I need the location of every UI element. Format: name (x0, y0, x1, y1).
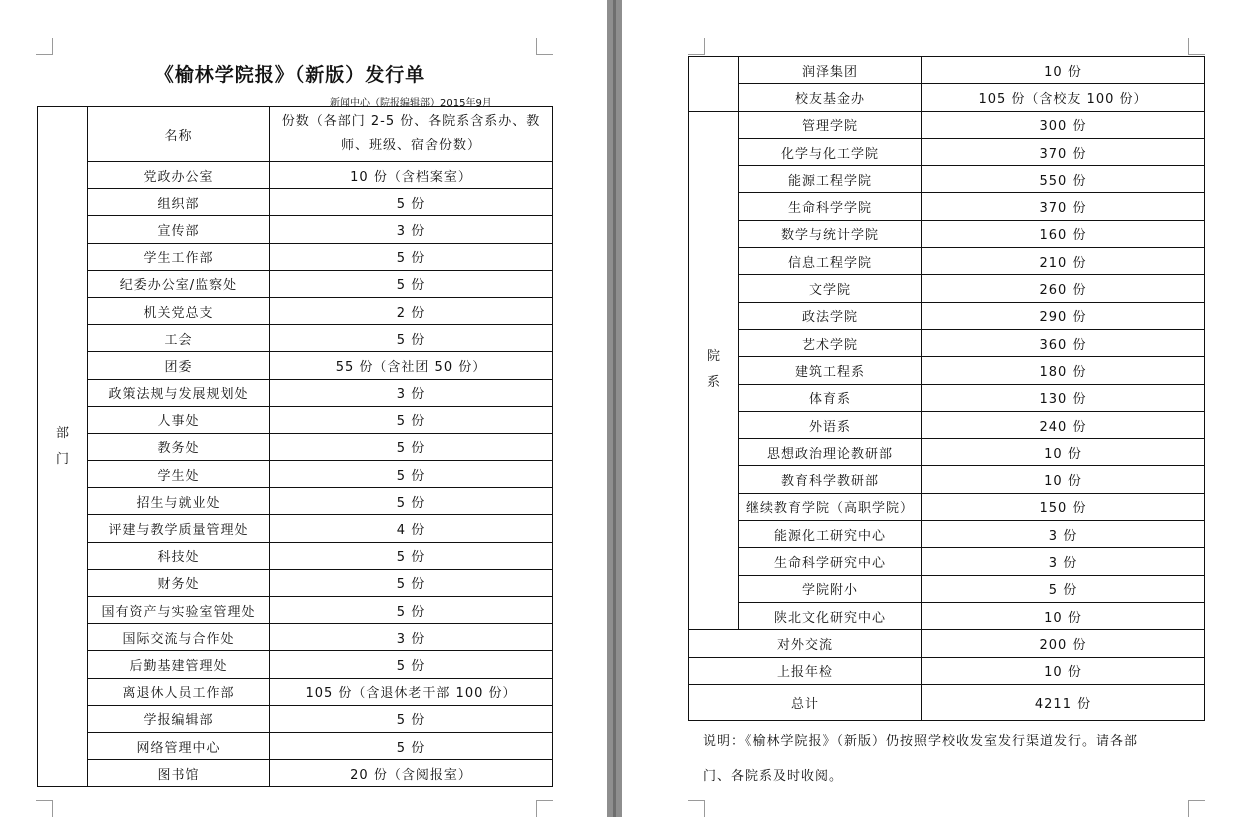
table-row (38, 705, 553, 732)
row-copies: 5 份 (270, 433, 553, 460)
row-copies: 5 份 (270, 488, 553, 515)
row-copies: 5 份 (270, 597, 553, 624)
crop-mark-bottom-left (36, 800, 53, 817)
row-copies: 370 份 (922, 138, 1205, 165)
row-name: 校友基金办 (739, 84, 922, 111)
group-label-text: 院系 (707, 349, 722, 391)
crop-mark-top-left (688, 38, 705, 55)
table-row (689, 602, 1205, 629)
row-name: 宣传部 (88, 216, 270, 243)
table-row (38, 433, 553, 460)
crop-mark-top-left (36, 38, 53, 55)
row-copies: 5 份 (270, 406, 553, 433)
crop-mark-bottom-right (536, 800, 553, 817)
row-copies: 5 份 (270, 569, 553, 596)
table-row (689, 193, 1205, 220)
row-copies: 10 份（含档案室） (270, 162, 553, 189)
row-name: 团委 (88, 352, 270, 379)
table-row (689, 57, 1205, 84)
row-name: 化学与化工学院 (739, 138, 922, 165)
row-copies: 5 份 (270, 243, 553, 270)
table-row (689, 493, 1205, 520)
row-name: 学报编辑部 (88, 705, 270, 732)
table-row (38, 651, 553, 678)
row-name: 能源工程学院 (739, 166, 922, 193)
row-name: 组织部 (88, 189, 270, 216)
row-name: 学生处 (88, 461, 270, 488)
row-name: 教育科学教研部 (739, 466, 922, 493)
table-row (38, 760, 553, 787)
table-row (689, 575, 1205, 602)
row-name: 招生与就业处 (88, 488, 270, 515)
row-copies: 5 份 (922, 575, 1205, 602)
column-header-copies-line2: 师、班级、宿舍份数） (340, 138, 481, 153)
row-copies: 290 份 (922, 302, 1205, 329)
row-copies: 105 份（含退休老干部 100 份） (270, 678, 553, 705)
row-copies: 5 份 (270, 270, 553, 297)
table-row (38, 624, 553, 651)
table-row (689, 275, 1205, 302)
note-line-2: 门、各院系及时收阅。 (703, 769, 844, 784)
table-row (38, 162, 553, 189)
row-copies: 5 份 (270, 732, 553, 759)
row-name: 能源化工研究中心 (739, 521, 922, 548)
row-name: 国际交流与合作处 (88, 624, 270, 651)
row-copies: 210 份 (922, 248, 1205, 275)
crop-mark-bottom-left (688, 800, 705, 817)
row-copies: 20 份（含阅报室） (270, 760, 553, 787)
table-row (689, 411, 1205, 438)
row-copies: 4 份 (270, 515, 553, 542)
row-name: 对外交流 (689, 630, 922, 657)
table-row (38, 678, 553, 705)
row-copies: 10 份 (922, 466, 1205, 493)
summary-row (689, 630, 1205, 657)
row-name: 生命科学研究中心 (739, 548, 922, 575)
table-row (38, 732, 553, 759)
row-name: 政策法规与发展规划处 (88, 379, 270, 406)
table-row (38, 597, 553, 624)
column-header-copies (270, 107, 553, 162)
row-copies: 260 份 (922, 275, 1205, 302)
row-copies: 10 份 (922, 57, 1205, 84)
table-row (38, 243, 553, 270)
row-copies: 240 份 (922, 411, 1205, 438)
table-row (689, 302, 1205, 329)
table-row (689, 548, 1205, 575)
row-copies: 105 份（含校友 100 份） (922, 84, 1205, 111)
row-name: 思想政治理论教研部 (739, 439, 922, 466)
row-name: 外语系 (739, 411, 922, 438)
table-row (38, 406, 553, 433)
row-name: 评建与教学质量管理处 (88, 515, 270, 542)
table-row (689, 138, 1205, 165)
row-copies: 5 份 (270, 189, 553, 216)
row-copies: 5 份 (270, 705, 553, 732)
distribution-table-right (688, 56, 1205, 721)
row-name: 文学院 (739, 275, 922, 302)
note-line-1: 说明：《榆林学院报》（新版）仍按照学校收发室发行渠道发行。请各部 (703, 734, 1139, 749)
total-row (689, 684, 1205, 720)
table-row (689, 357, 1205, 384)
row-name: 总计 (689, 684, 922, 720)
table-row (38, 297, 553, 324)
row-name: 图书馆 (88, 760, 270, 787)
table-row (689, 439, 1205, 466)
row-copies: 2 份 (270, 297, 553, 324)
row-name: 管理学院 (739, 111, 922, 138)
table-row (38, 379, 553, 406)
row-name: 生命科学学院 (739, 193, 922, 220)
row-name: 国有资产与实验室管理处 (88, 597, 270, 624)
row-copies: 300 份 (922, 111, 1205, 138)
row-name: 党政办公室 (88, 162, 270, 189)
table-row (38, 325, 553, 352)
table-row (38, 270, 553, 297)
row-copies: 5 份 (270, 325, 553, 352)
row-name: 教务处 (88, 433, 270, 460)
table-row (689, 84, 1205, 111)
row-name: 数学与统计学院 (739, 220, 922, 247)
row-name: 后勤基建管理处 (88, 651, 270, 678)
row-name: 人事处 (88, 406, 270, 433)
row-name: 信息工程学院 (739, 248, 922, 275)
table-row (38, 515, 553, 542)
row-name: 离退休人员工作部 (88, 678, 270, 705)
row-name: 网络管理中心 (88, 732, 270, 759)
row-name: 科技处 (88, 542, 270, 569)
column-header-name: 名称 (88, 107, 270, 162)
row-copies: 180 份 (922, 357, 1205, 384)
row-copies: 200 份 (922, 630, 1205, 657)
row-name: 继续教育学院（高职学院） (739, 493, 922, 520)
row-copies: 3 份 (270, 624, 553, 651)
row-copies: 3 份 (922, 548, 1205, 575)
row-name: 学生工作部 (88, 243, 270, 270)
row-copies: 5 份 (270, 461, 553, 488)
distribution-table-left (37, 106, 553, 787)
group-label-text: 部门 (56, 425, 71, 467)
table-row (38, 488, 553, 515)
column-header-copies-line1: 份数（各部门 2-5 份、各院系含系办、教 (281, 114, 541, 129)
group-label-continued (689, 57, 739, 112)
table-row (38, 216, 553, 243)
row-name: 艺术学院 (739, 329, 922, 356)
row-copies: 3 份 (270, 216, 553, 243)
row-copies: 3 份 (270, 379, 553, 406)
row-name: 财务处 (88, 569, 270, 596)
row-copies: 4211 份 (922, 684, 1205, 720)
group-label-departments (38, 107, 88, 787)
row-copies: 130 份 (922, 384, 1205, 411)
row-name: 体育系 (739, 384, 922, 411)
table-row (689, 329, 1205, 356)
row-copies: 5 份 (270, 651, 553, 678)
table-row (38, 352, 553, 379)
table-row (38, 542, 553, 569)
table-row (689, 166, 1205, 193)
table-header-row (38, 107, 553, 162)
row-copies: 160 份 (922, 220, 1205, 247)
row-copies: 10 份 (922, 439, 1205, 466)
row-copies: 3 份 (922, 521, 1205, 548)
group-label-colleges (689, 111, 739, 630)
table-row (689, 521, 1205, 548)
document-subtitle: 新闻中心（院报编辑部）2015年9月 (330, 98, 492, 109)
table-row (689, 111, 1205, 138)
document-title: 《榆林学院报》（新版）发行单 (154, 64, 426, 86)
row-copies: 55 份（含社团 50 份） (270, 352, 553, 379)
row-name: 纪委办公室/监察处 (88, 270, 270, 297)
crop-mark-top-right (536, 38, 553, 55)
crop-mark-bottom-right (1188, 800, 1205, 817)
row-copies: 360 份 (922, 329, 1205, 356)
row-copies: 370 份 (922, 193, 1205, 220)
table-row (689, 384, 1205, 411)
row-name: 陕北文化研究中心 (739, 602, 922, 629)
row-name: 建筑工程系 (739, 357, 922, 384)
table-row (689, 466, 1205, 493)
row-copies: 5 份 (270, 542, 553, 569)
table-row (38, 461, 553, 488)
row-copies: 10 份 (922, 602, 1205, 629)
table-row (38, 569, 553, 596)
row-name: 工会 (88, 325, 270, 352)
row-name: 上报年检 (689, 657, 922, 684)
table-row (689, 220, 1205, 247)
summary-row (689, 657, 1205, 684)
row-name: 机关党总支 (88, 297, 270, 324)
row-name: 润泽集团 (739, 57, 922, 84)
row-copies: 150 份 (922, 493, 1205, 520)
row-copies: 550 份 (922, 166, 1205, 193)
page-gutter-divider (613, 0, 616, 817)
table-row (38, 189, 553, 216)
row-name: 政法学院 (739, 302, 922, 329)
row-copies: 10 份 (922, 657, 1205, 684)
crop-mark-top-right (1188, 38, 1205, 55)
row-name: 学院附小 (739, 575, 922, 602)
table-row (689, 248, 1205, 275)
